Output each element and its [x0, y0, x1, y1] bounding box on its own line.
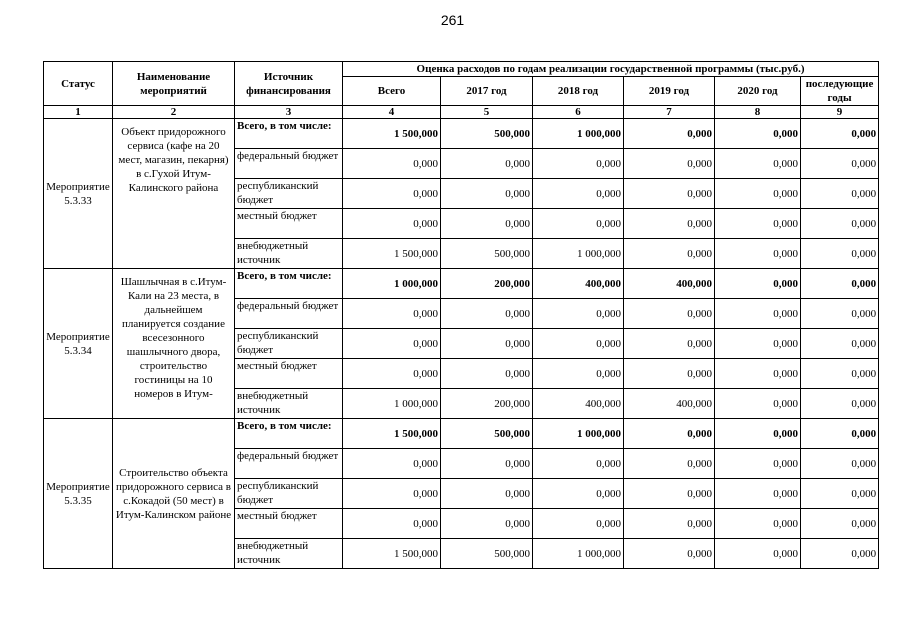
amount-cell: 0,000: [343, 179, 441, 209]
amount-cell: 0,000: [801, 449, 879, 479]
funding-source: Всего, в том числе:: [235, 419, 343, 449]
event-name: Строительство объекта придорожного сервиса в с.Кокадой (50 мест) в Итум-Калинском районе: [113, 419, 235, 569]
header-source: Источник финансирования: [235, 62, 343, 106]
amount-cell: 0,000: [624, 209, 715, 239]
amount-cell: 0,000: [343, 329, 441, 359]
funding-source: республиканский бюджет: [235, 479, 343, 509]
amount-cell: 0,000: [715, 149, 801, 179]
funding-source: внебюджетный источник: [235, 539, 343, 569]
funding-source: местный бюджет: [235, 209, 343, 239]
event-status: Мероприятие 5.3.34: [44, 269, 113, 419]
amount-cell: 0,000: [533, 359, 624, 389]
funding-source: местный бюджет: [235, 359, 343, 389]
amount-cell: 0,000: [624, 419, 715, 449]
amount-cell: 0,000: [624, 179, 715, 209]
amount-cell: 500,000: [441, 239, 533, 269]
amount-cell: 400,000: [624, 269, 715, 299]
column-number: 3: [235, 106, 343, 119]
amount-cell: 1 000,000: [533, 119, 624, 149]
amount-cell: 0,000: [801, 149, 879, 179]
amount-cell: 0,000: [801, 209, 879, 239]
amount-cell: 500,000: [441, 419, 533, 449]
amount-cell: 0,000: [624, 149, 715, 179]
amount-cell: 200,000: [441, 389, 533, 419]
amount-cell: 0,000: [801, 269, 879, 299]
amount-cell: 0,000: [624, 449, 715, 479]
column-numbers-row: [44, 106, 879, 119]
table-row: [44, 419, 879, 449]
header-2017: 2017 год: [441, 77, 533, 106]
amount-cell: 0,000: [801, 509, 879, 539]
event-name: Объект придорожного сервиса (кафе на 20 мест, магазин, пекарня) в с.Гухой Итум-Калинского района: [113, 119, 235, 269]
table-row: [44, 269, 879, 299]
column-number: 1: [44, 106, 113, 119]
amount-cell: 500,000: [441, 119, 533, 149]
column-number: 7: [624, 106, 715, 119]
amount-cell: 0,000: [441, 179, 533, 209]
funding-source: республиканский бюджет: [235, 179, 343, 209]
amount-cell: 0,000: [715, 509, 801, 539]
amount-cell: 400,000: [533, 269, 624, 299]
amount-cell: 0,000: [441, 449, 533, 479]
amount-cell: 0,000: [715, 269, 801, 299]
amount-cell: 0,000: [715, 299, 801, 329]
amount-cell: 0,000: [533, 449, 624, 479]
amount-cell: 0,000: [715, 449, 801, 479]
amount-cell: 0,000: [441, 329, 533, 359]
amount-cell: 0,000: [801, 389, 879, 419]
amount-cell: 0,000: [801, 119, 879, 149]
funding-source: федеральный бюджет: [235, 149, 343, 179]
table-body: [44, 119, 879, 569]
amount-cell: 1 000,000: [533, 239, 624, 269]
amount-cell: 0,000: [715, 179, 801, 209]
amount-cell: 400,000: [533, 389, 624, 419]
amount-cell: 0,000: [343, 509, 441, 539]
amount-cell: 0,000: [801, 419, 879, 449]
amount-cell: 0,000: [715, 419, 801, 449]
amount-cell: 0,000: [801, 329, 879, 359]
amount-cell: 0,000: [533, 299, 624, 329]
amount-cell: 500,000: [441, 539, 533, 569]
column-number: 9: [801, 106, 879, 119]
amount-cell: 0,000: [624, 119, 715, 149]
amount-cell: 0,000: [801, 479, 879, 509]
amount-cell: 0,000: [343, 149, 441, 179]
amount-cell: 0,000: [343, 299, 441, 329]
table-row: [44, 119, 879, 149]
amount-cell: 1 000,000: [533, 539, 624, 569]
event-status: Мероприятие 5.3.33: [44, 119, 113, 269]
header-estimate: Оценка расходов по годам реализации государственной программы (тыс.руб.): [343, 62, 879, 77]
funding-source: Всего, в том числе:: [235, 119, 343, 149]
event-status: Мероприятие 5.3.35: [44, 419, 113, 569]
amount-cell: 1 500,000: [343, 539, 441, 569]
amount-cell: 0,000: [715, 539, 801, 569]
amount-cell: 0,000: [801, 239, 879, 269]
column-number: 8: [715, 106, 801, 119]
amount-cell: 0,000: [441, 359, 533, 389]
header-2018: 2018 год: [533, 77, 624, 106]
header-2020: 2020 год: [715, 77, 801, 106]
amount-cell: 0,000: [533, 509, 624, 539]
amount-cell: 0,000: [533, 179, 624, 209]
amount-cell: 1 000,000: [533, 419, 624, 449]
column-number: 2: [113, 106, 235, 119]
amount-cell: 0,000: [533, 209, 624, 239]
amount-cell: 1 500,000: [343, 419, 441, 449]
amount-cell: 0,000: [441, 299, 533, 329]
amount-cell: 0,000: [533, 479, 624, 509]
amount-cell: 0,000: [801, 359, 879, 389]
header-total: Всего: [343, 77, 441, 106]
funding-source: местный бюджет: [235, 509, 343, 539]
event-name: Шашлычная в с.Итум-Кали на 23 места, в дальнейшем планируется создание всесезонного шашлычного двора, строительство гостиницы на 10 номеров в Итум-: [113, 269, 235, 419]
column-number: 5: [441, 106, 533, 119]
amount-cell: 0,000: [624, 239, 715, 269]
amount-cell: 0,000: [624, 299, 715, 329]
amount-cell: 0,000: [801, 299, 879, 329]
amount-cell: 0,000: [801, 179, 879, 209]
amount-cell: 0,000: [343, 479, 441, 509]
amount-cell: 0,000: [533, 149, 624, 179]
page-number: 261: [440, 12, 465, 28]
expense-table: [43, 61, 879, 569]
amount-cell: 0,000: [624, 509, 715, 539]
amount-cell: 0,000: [715, 239, 801, 269]
header-later-years: последующие годы: [801, 77, 879, 106]
amount-cell: 400,000: [624, 389, 715, 419]
column-number: 6: [533, 106, 624, 119]
amount-cell: 0,000: [801, 539, 879, 569]
amount-cell: 0,000: [715, 359, 801, 389]
funding-source: республиканский бюджет: [235, 329, 343, 359]
amount-cell: 1 500,000: [343, 119, 441, 149]
header-2019: 2019 год: [624, 77, 715, 106]
amount-cell: 0,000: [715, 479, 801, 509]
header-status: Статус: [44, 62, 113, 106]
amount-cell: 1 000,000: [343, 269, 441, 299]
amount-cell: 0,000: [715, 209, 801, 239]
header-name: Наименование мероприятий: [113, 62, 235, 106]
amount-cell: 0,000: [715, 389, 801, 419]
amount-cell: 1 500,000: [343, 239, 441, 269]
funding-source: внебюджетный источник: [235, 239, 343, 269]
amount-cell: 0,000: [624, 329, 715, 359]
amount-cell: 0,000: [533, 329, 624, 359]
column-number: 4: [343, 106, 441, 119]
amount-cell: 0,000: [343, 449, 441, 479]
amount-cell: 0,000: [441, 479, 533, 509]
amount-cell: 0,000: [715, 119, 801, 149]
amount-cell: 200,000: [441, 269, 533, 299]
amount-cell: 0,000: [624, 479, 715, 509]
amount-cell: 0,000: [624, 539, 715, 569]
amount-cell: 0,000: [624, 359, 715, 389]
amount-cell: 0,000: [343, 359, 441, 389]
amount-cell: 0,000: [441, 509, 533, 539]
funding-source: федеральный бюджет: [235, 299, 343, 329]
amount-cell: 0,000: [441, 209, 533, 239]
amount-cell: 0,000: [715, 329, 801, 359]
funding-source: внебюджетный источник: [235, 389, 343, 419]
amount-cell: 0,000: [441, 149, 533, 179]
amount-cell: 0,000: [343, 209, 441, 239]
funding-source: федеральный бюджет: [235, 449, 343, 479]
funding-source: Всего, в том числе:: [235, 269, 343, 299]
amount-cell: 1 000,000: [343, 389, 441, 419]
